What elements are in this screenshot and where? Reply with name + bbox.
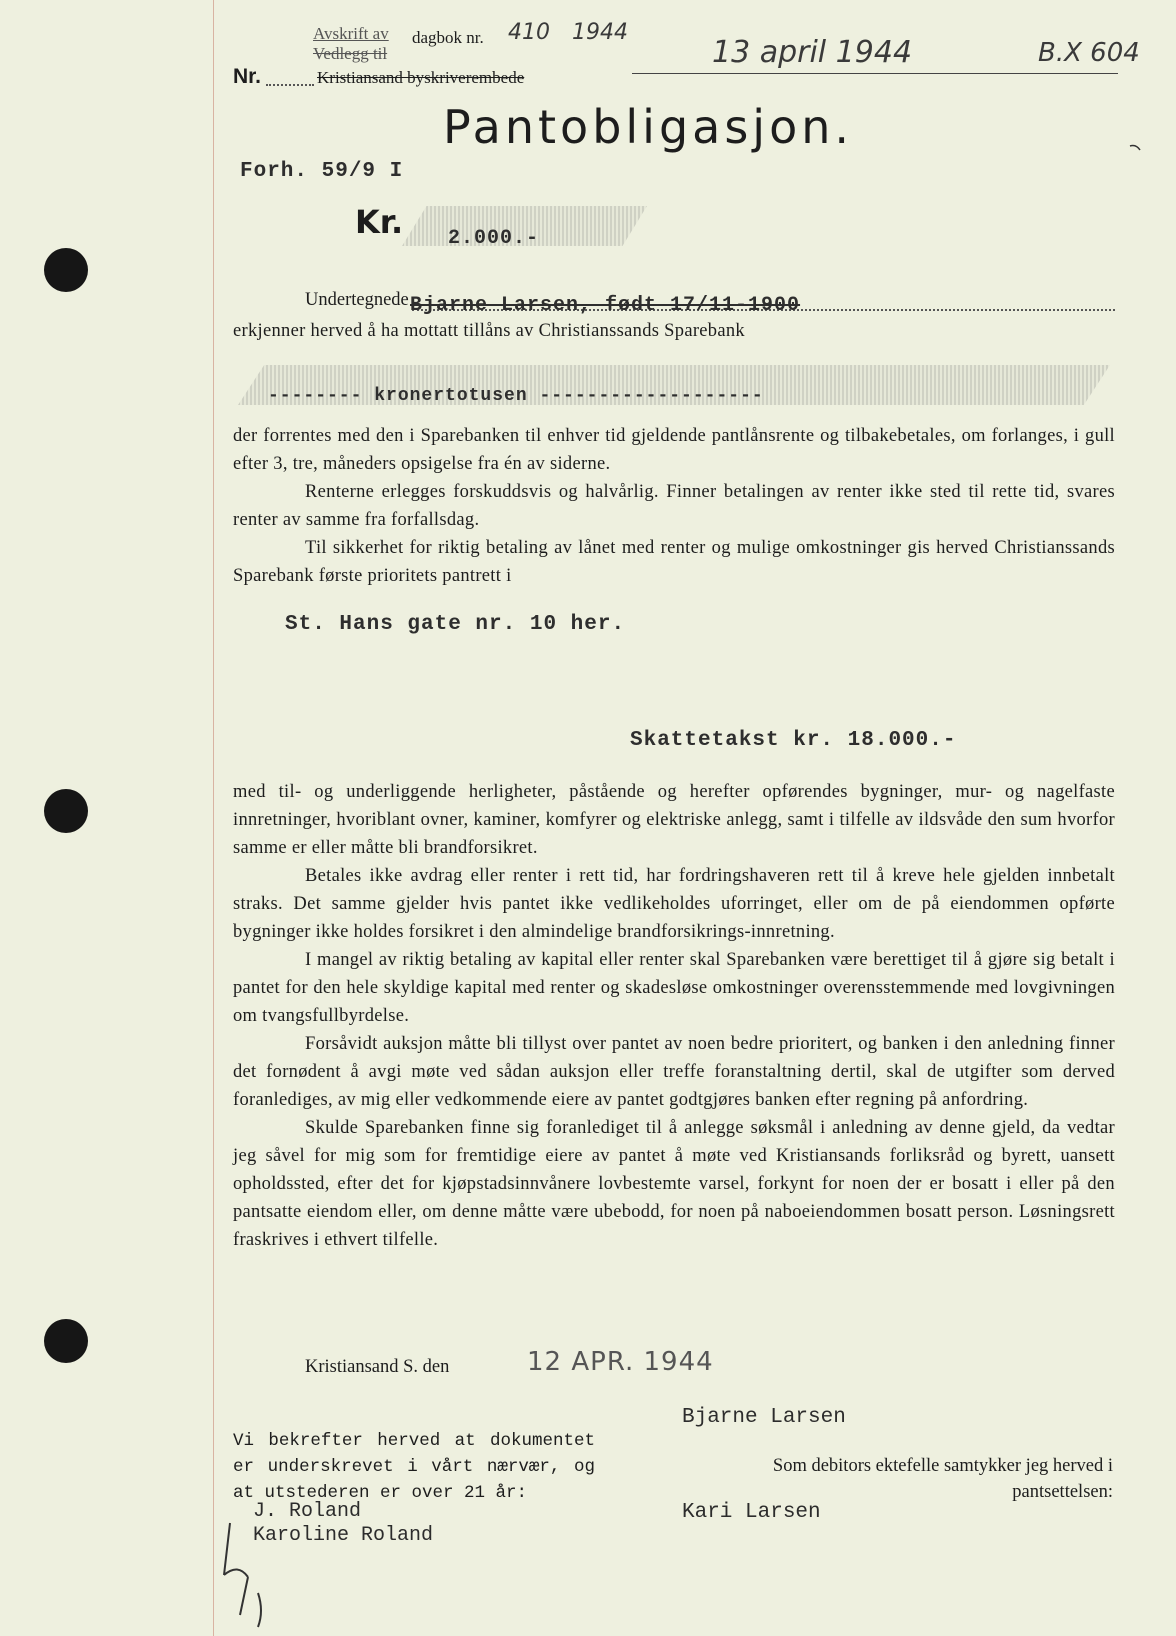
handwritten-initials-mark — [218, 1515, 288, 1630]
forh-reference: Forh. 59/9 I — [240, 160, 404, 183]
terms-paragraph: Forsåvidt auksjon måtte bli tillyst over pantet av noen bedre prioritert, og banken i den anledning finner det fornødent å avgi møte ved sådan auksjon eller treffe foranstaltning dertil, skal de utgifter som derved foranlediges, av mig eller vedkommende eiere av pantet godtgjøres banken efter regning på anfordring. — [233, 1034, 1115, 1110]
place-label: Kristiansand S. den — [305, 1357, 450, 1377]
intro-line: erkjenner herved å ha mottatt tillåns av Christianssands Sparebank — [233, 321, 745, 341]
punch-hole-top — [44, 248, 88, 292]
terms-paragraph: Renterne erlegges forskuddsvis og halvårlig. Finner betalingen av renter ikke sted til rette tid, svares renter av samme fra forfallsdag. — [233, 482, 1115, 530]
vedlegg-label: Vedlegg til — [313, 44, 388, 63]
tax-valuation: Skattetakst kr. 18.000.- — [630, 729, 957, 752]
terms-paragraph: med til- og underliggende herligheter, påstående og herefter opførendes bygninger, mur- og nagelfaste innretninger, hvoriblant ovner, kaminer, komfyrer og elektriske anlegg, samt i tilfelle av ildsvåde den sum hvorfor samme er eller måtte bli brandforsikret. — [233, 782, 1115, 858]
amount-in-words: -------- kronertotusen ------------------- — [268, 386, 764, 406]
dagbok-year: 1944 — [572, 20, 628, 45]
property-address: St. Hans gate nr. 10 her. — [285, 613, 626, 636]
punch-hole-middle — [44, 789, 88, 833]
header-rule — [632, 73, 1118, 74]
spouse-consent: Som debitors ektefelle samtykker jeg herved i pantsettelsen: — [772, 1456, 1113, 1502]
terms-paragraph: I mangel av riktig betaling av kapital eller renter skal Sparebanken være berettiget til å gjøre sig betalt i pantet for den hele skyldige kapital med renter og skadesløse omkostninger overensstemmende med lovgivningen om tvangsfullbyrdelse. — [233, 950, 1115, 1026]
debtor-signature: Bjarne Larsen — [682, 1406, 846, 1429]
terms-paragraph: Skulde Sparebanken finne sig foranlediget til å anlegge søksmål i anledning av denne gjeld, da vedtar jeg såvel for mig som for fremtidige eiere av pantet å møte ved Kristiansands forliksråd og byrett, uansett opholdssted, efter det for kjøpstadsinnvånere lovbestemte varsel, forkynt for noen der er bosatt i eller på den pantsatte eiendom eller, om denne måtte være ubebodd, for noen på naboeiendommen bosatt person. Løsningsrett fraskrives i ethvert tilfelle. — [233, 1118, 1115, 1250]
witness-2: Karoline Roland — [253, 1524, 434, 1547]
handwritten-date: 13 april 1944 — [712, 35, 913, 70]
margin-tick-mark — [1126, 142, 1146, 162]
avskrift-label: Avskrift av — [313, 24, 389, 43]
spouse-signature: Kari Larsen — [682, 1501, 821, 1524]
witness-statement: Vi bekrefter herved at dokumentet er underskrevet i vårt nærvær, og at utstederen er over 21 år: — [233, 1431, 595, 1503]
debtor-name: Bjarne Larsen, født 17/11-1900 — [410, 294, 801, 317]
dagbok-label: dagbok nr. — [412, 28, 484, 47]
reference-number: B.X 604 — [1038, 38, 1140, 68]
office-name: Kristiansand byskriverembede — [317, 68, 525, 87]
terms-paragraph: Til sikkerhet for riktig betaling av lånet med renter og mulige omkostninger gis herved Christianssands Sparebank første prioritets pantrett i — [233, 538, 1115, 586]
terms-paragraph: Betales ikke avdrag eller renter i rett tid, har fordringshaveren rett til å kreve hele gjelden innbetalt straks. Det samme gjelder hvis pantet ikke vedlikeholdes uforringet, eller om de på eiendommen opførte bygninger ikke holdes forsikret i den almindelige brandforsikrings-innretning. — [233, 866, 1115, 942]
date-stamp: 12 APR. 1944 — [527, 1347, 714, 1377]
witness-1: J. Roland — [253, 1500, 362, 1523]
terms-block-2 — [233, 778, 1115, 1254]
punch-hole-bottom — [44, 1319, 88, 1363]
kr-label: Kr. — [355, 203, 404, 241]
undertegnede-label: Undertegnede — [305, 290, 409, 310]
nr-label: Nr. — [233, 65, 262, 88]
margin-rule — [213, 0, 214, 1636]
dagbok-number: 410 — [508, 20, 550, 45]
terms-block-1 — [233, 422, 1115, 590]
document-title: Pantobligasjon. — [443, 100, 854, 154]
nr-dotted-line — [266, 84, 314, 86]
loan-amount: 2.000.- — [448, 227, 540, 250]
terms-paragraph: der forrentes med den i Sparebanken til enhver tid gjeldende pantlånsrente og tilbakebetales, om forlanges, i gull efter 3, tre, måneders opsigelse fra én av siderne. — [233, 426, 1115, 474]
